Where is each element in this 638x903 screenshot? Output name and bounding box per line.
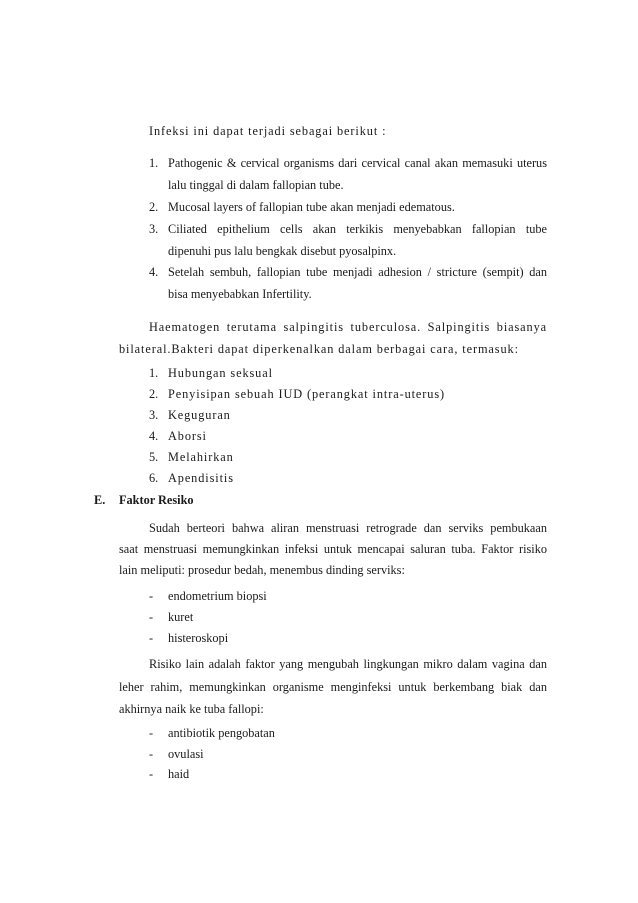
list-item-text: dipenuhi pus lalu bengkak disebut pyosalpinx. [168,244,397,258]
list-item-text: Pathogenic & cervical organisms dari cervical canal akan memasuki uterus [168,156,547,170]
list-bullet: - [149,726,154,740]
section-title: Faktor Resiko [119,493,194,507]
list-item-number: 2. [149,200,159,214]
paragraph-line: bilateral.Bakteri dapat diperkenalkan dalam berbagai cara, termasuk: [119,342,519,356]
paragraph-line: leher rahim, memungkinkan organisme menginfeksi untuk berkembang biak dan [119,680,547,694]
list-item-number: 4. [149,429,159,443]
list-item-text: Keguguran [168,408,231,422]
list-item-number: 3. [149,222,159,236]
intro-text: Infeksi ini dapat terjadi sebagai berikut : [149,124,387,138]
list-bullet: - [149,631,154,645]
paragraph-line: lain meliputi: prosedur bedah, menembus dinding serviks: [119,563,405,577]
paragraph-line: akhirnya naik ke tuba fallopi: [119,702,264,716]
list-bullet: - [149,767,154,781]
list-item-text: Ciliated epithelium cells akan terkikis menyebabkan fallopian tube [168,222,547,236]
list-item-number: 1. [149,156,159,170]
list-item-text: Setelah sembuh, fallopian tube menjadi adhesion / stricture (sempit) dan [168,265,547,279]
list-item-text: Melahirkan [168,450,234,464]
section-letter: E. [94,493,106,507]
list-item-number: 5. [149,450,159,464]
paragraph-line: saat menstruasi memungkinkan infeksi untuk mencapai saluran tuba. Faktor risiko [119,542,547,556]
paragraph-line: Sudah berteori bahwa aliran menstruasi retrograde dan serviks pembukaan [149,521,547,535]
list-bullet: - [149,747,154,761]
list-item-text: kuret [168,610,194,624]
list-item-text: bisa menyebabkan Infertility. [168,287,312,301]
list-bullet: - [149,589,154,603]
list-item-text: Mucosal layers of fallopian tube akan menjadi edematous. [168,200,455,214]
list-item-number: 1. [149,366,159,380]
list-item-text: antibiotik pengobatan [168,726,275,740]
list-item-number: 4. [149,265,159,279]
list-item-number: 3. [149,408,159,422]
paragraph-line: Haematogen terutama salpingitis tuberculosa. Salpingitis biasanya [149,320,547,334]
list-item-text: Apendisitis [168,471,234,485]
list-item-number: 2. [149,387,159,401]
list-item-text: Hubungan seksual [168,366,273,380]
list-item-text: Penyisipan sebuah IUD (perangkat intra-uterus) [168,387,446,401]
list-item-text: lalu tinggal di dalam fallopian tube. [168,178,344,192]
list-item-text: ovulasi [168,747,204,761]
list-item-text: histeroskopi [168,631,229,645]
list-item-text: Aborsi [168,429,207,443]
paragraph-line: Risiko lain adalah faktor yang mengubah lingkungan mikro dalam vagina dan [149,657,547,671]
list-item-text: endometrium biopsi [168,589,267,603]
list-bullet: - [149,610,154,624]
list-item-text: haid [168,767,190,781]
list-item-number: 6. [149,471,159,485]
